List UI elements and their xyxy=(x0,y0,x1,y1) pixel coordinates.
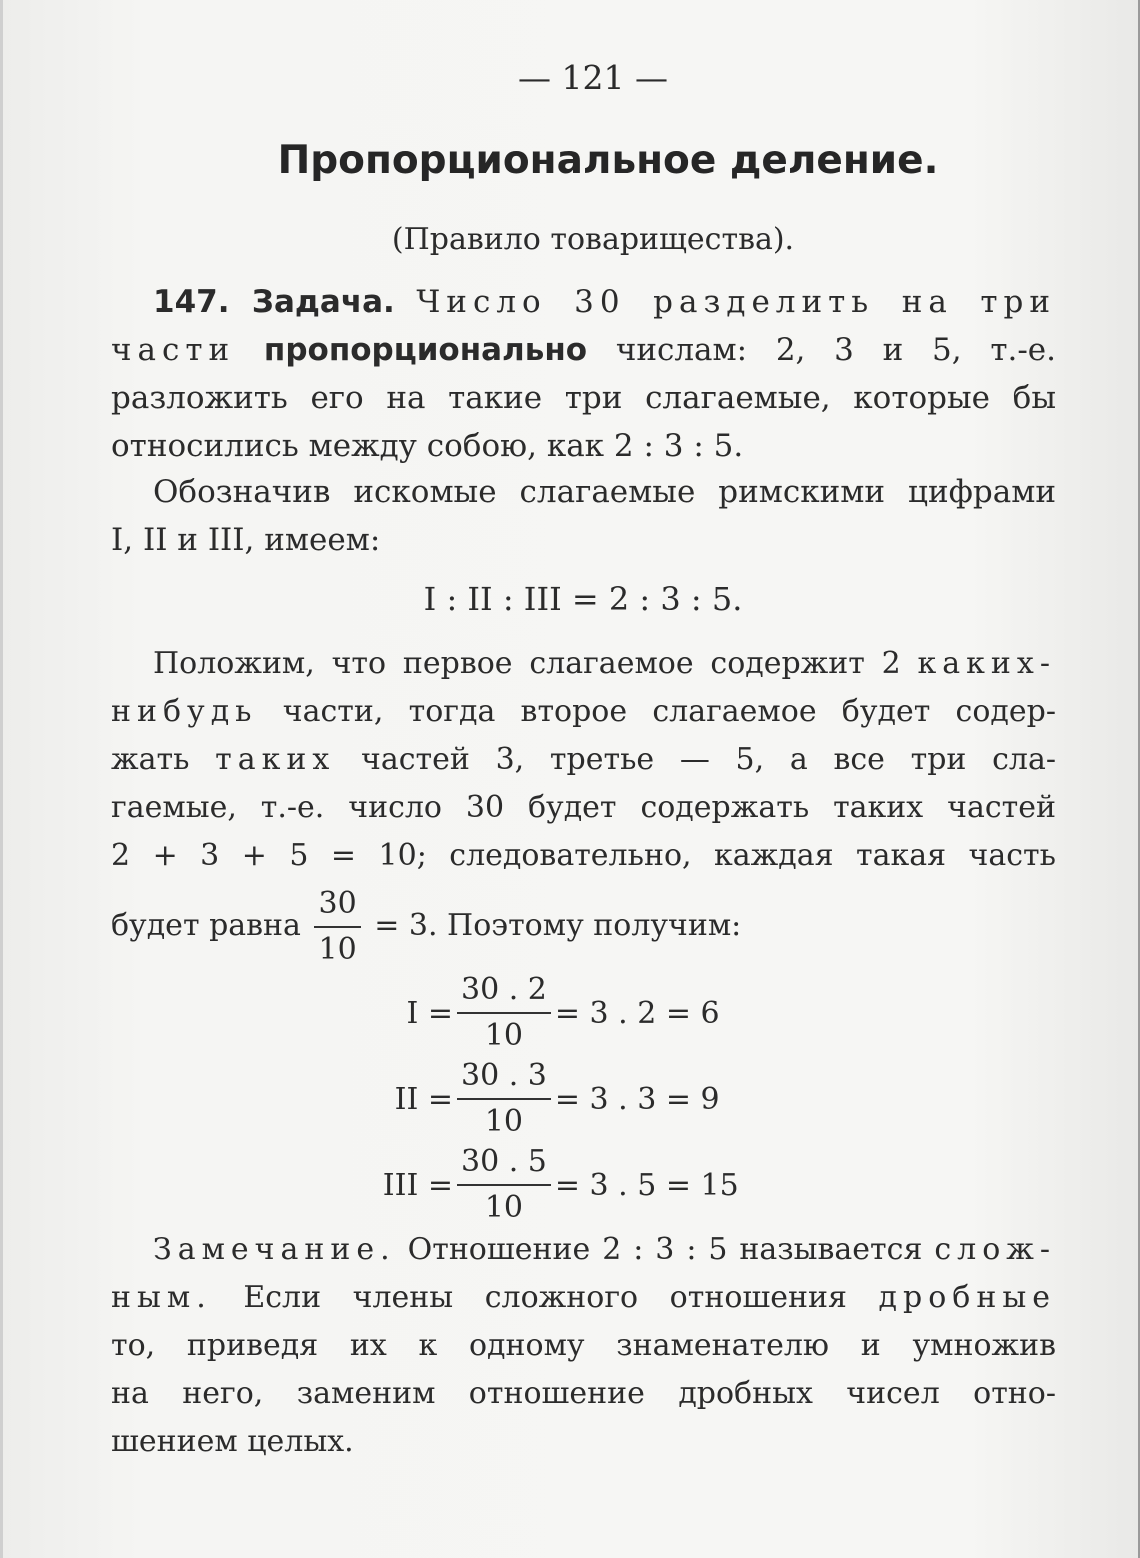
page-number: — 121 — xyxy=(518,58,668,97)
section-subtitle: (Правило товарищества). xyxy=(391,222,795,257)
remark-line-4: на него, заменим отношение дробных чисел отно- xyxy=(111,1376,1056,1411)
fraction-30-10: $\frac{30}{10}$ xyxy=(314,884,360,970)
equation-3: III = $\frac{30 . 5}{10}$ = 3 . 5 = 15 xyxy=(382,1144,739,1225)
ratio-equation: I : II : III = 2 : 3 : 5. xyxy=(423,580,743,618)
remark-line-3: то, приведя их к одному знаменателю и умножив xyxy=(111,1328,1056,1363)
para3-line-6: будет равна $\frac{30}{10}$ = 3. Поэтому получим: xyxy=(111,884,741,970)
para3-line-4: гаемые, т.-е. число 30 будет содержать таких частей xyxy=(111,790,1056,825)
problem-line-4: относились между собою, как 2 : 3 : 5. xyxy=(111,428,744,464)
paragraph-3 xyxy=(111,640,1056,880)
bold-term: пропорционально xyxy=(263,332,588,368)
problem-paragraph xyxy=(111,278,1056,470)
para2-line-2: I, II и III, имеем: xyxy=(111,522,381,558)
para3-line-1: Положим, что первое слагаемое содержит 2 каких- xyxy=(153,646,1056,681)
problem-line-2: части пропорционально числам: 2, 3 и 5, т.-е. xyxy=(111,332,1056,368)
remark-paragraph xyxy=(111,1226,1056,1466)
para2-line-1: Обозначив искомые слагаемые римскими цифрами xyxy=(153,474,1056,510)
remark-line-5: шением целых. xyxy=(111,1424,354,1459)
problem-number: 147. Задача. xyxy=(153,284,395,320)
para3-line-2: нибудь части, тогда второе слагаемое будет содер- xyxy=(111,694,1056,729)
paragraph-2 xyxy=(111,468,1056,564)
remark-line-1: Замечание. Отношение 2 : 3 : 5 называется слож- xyxy=(153,1232,1056,1267)
remark-line-2: ным. Если члены сложного отношения дробные xyxy=(111,1280,1056,1315)
problem-line-3: разложить его на такие три слагаемые, которые бы xyxy=(111,380,1056,416)
section-title: Пропорциональное деление. xyxy=(277,138,939,183)
para3-line-3: жать таких частей 3, третье — 5, а все три сла- xyxy=(111,742,1057,777)
problem-line-1: 147. Задача. Число 30 разделить на три xyxy=(153,284,1056,320)
para3-line-5: 2 + 3 + 5 = 10; следовательно, каждая такая часть xyxy=(111,838,1056,873)
equation-2: II = $\frac{30 . 3}{10}$ = 3 . 3 = 9 xyxy=(394,1058,720,1139)
equation-1: I = $\frac{30 . 2}{10}$ = 3 . 2 = 6 xyxy=(406,972,720,1053)
